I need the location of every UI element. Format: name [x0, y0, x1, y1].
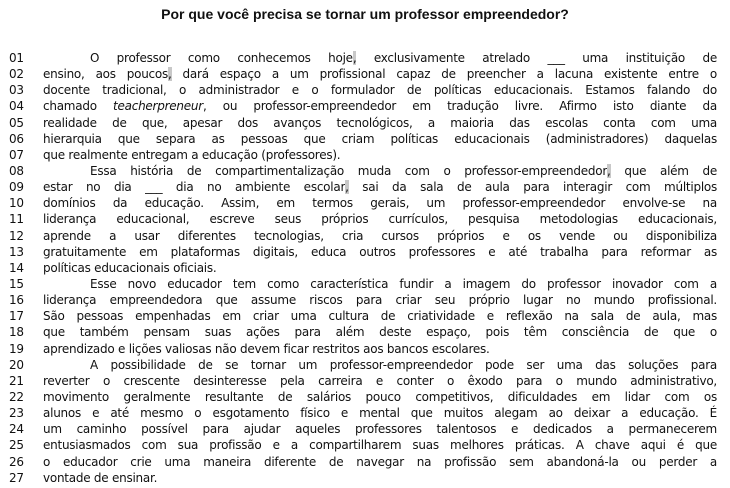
line-number: 16	[9, 293, 24, 308]
line-number: 09	[9, 180, 24, 195]
line-text	[43, 341, 717, 357]
text-line	[0, 308, 730, 324]
text-segment: hierarquia que separa as pessoas que criam políticas educacionais (administradores) daquelas	[43, 131, 717, 146]
line-number: 06	[9, 131, 24, 146]
text-segment: docente tradicional, o administrador e o formulador de políticas educacionais. Estamos falando do	[43, 83, 717, 98]
line-number: 05	[9, 115, 24, 130]
text-line	[0, 276, 730, 292]
text-line	[0, 244, 730, 260]
text-segment: que também pensam suas ações para além deste espaço, pois têm consciência de que o	[43, 325, 717, 340]
text-segment: o educador crie uma maneira diferente de navegar na profissão sem abandoná-la ou perder a	[43, 454, 717, 469]
line-text	[43, 115, 717, 131]
text-line	[0, 373, 730, 389]
line-number: 17	[9, 309, 24, 324]
text-segment: políticas educacionais oficiais.	[43, 260, 217, 275]
line-number: 12	[9, 228, 24, 243]
line-text	[43, 405, 717, 421]
text-segment: aprendizado e lições valiosas não devem ficar restritos aos bancos escolares.	[43, 341, 490, 356]
line-text	[43, 389, 717, 405]
line-number: 04	[9, 99, 24, 114]
text-segment: vontade de ensinar.	[43, 470, 158, 485]
line-number: 24	[9, 422, 24, 437]
text-line	[0, 357, 730, 373]
line-text	[43, 292, 717, 308]
text-segment: ensino, aos poucos	[43, 67, 168, 82]
line-number: 02	[9, 67, 24, 82]
text-line	[0, 82, 730, 98]
text-segment: Esse novo educador tem como característica fundir a imagem do professor inovador com a	[90, 276, 717, 291]
text-segment: reverter o crescente desinteresse pela carreira e conter o êxodo para o mundo administrativo,	[43, 373, 717, 388]
text-segment: domínios da educação. Assim, em termos gerais, um professor-empreendedor envolve-se na	[43, 196, 717, 211]
text-segment: dará espaço a um profissional capaz de preencher a lacuna existente entre o	[171, 67, 717, 82]
text-line	[0, 421, 730, 437]
text-segment: , ou professor-empreendedor em tradução livre. Afirmo isto diante da	[202, 99, 717, 114]
text-line	[0, 470, 730, 486]
text-segment: estar no dia ___ dia no ambiente escolar	[43, 180, 346, 195]
text-line	[0, 66, 730, 82]
line-text	[43, 147, 717, 163]
text-line	[0, 98, 730, 114]
text-line	[0, 131, 730, 147]
text-segment: aprende a usar diferentes tecnologias, cria cursos próprios e os vende ou disponibiliza	[43, 228, 717, 243]
line-text	[90, 276, 717, 292]
line-number: 08	[9, 163, 24, 178]
line-text	[43, 179, 717, 195]
line-number: 13	[9, 244, 24, 259]
line-number: 20	[9, 357, 24, 372]
line-number: 25	[9, 438, 24, 453]
text-line	[0, 147, 730, 163]
line-text	[43, 437, 717, 453]
italic-term: teacherpreneur	[113, 99, 203, 114]
text-segment: gratuitamente em plataformas digitais, educa outros professores e até trabalha para reformar as	[43, 244, 717, 259]
text-line	[0, 195, 730, 211]
text-segment: alunos e até mesmo o esgotamento físico e mental que muitos alegam ao deixar a educação. É	[43, 406, 717, 421]
line-number: 26	[9, 454, 24, 469]
line-text	[90, 163, 717, 179]
line-text	[90, 50, 717, 66]
line-text	[43, 195, 717, 211]
text-segment: que realmente entregam a educação (professores).	[43, 147, 341, 162]
line-number: 18	[9, 325, 24, 340]
line-text	[43, 82, 717, 98]
line-text	[90, 357, 717, 373]
line-number: 10	[9, 196, 24, 211]
line-number: 21	[9, 373, 24, 388]
line-text	[43, 66, 717, 82]
document-body	[0, 50, 730, 486]
line-number: 22	[9, 389, 24, 404]
text-line	[0, 50, 730, 66]
text-line	[0, 389, 730, 405]
text-line	[0, 405, 730, 421]
line-text	[43, 260, 717, 276]
text-segment: São pessoas empenhadas em criar uma cultura de criatividade e reflexão na sala de aula, mas	[43, 309, 717, 324]
line-text	[43, 454, 717, 470]
text-line	[0, 341, 730, 357]
text-segment: O professor como conhecemos hoje	[90, 51, 353, 65]
text-line	[0, 324, 730, 340]
line-text	[43, 244, 717, 260]
highlighted-comma: ,	[345, 180, 349, 195]
text-segment: movimento geralmente resultante de salários pouco competitivos, dificuldades em lidar com os	[43, 389, 717, 404]
line-text	[43, 98, 717, 114]
highlighted-comma: ,	[352, 51, 357, 65]
line-number: 01	[9, 51, 24, 65]
line-number: 27	[9, 470, 24, 485]
line-text	[43, 373, 717, 389]
line-text	[43, 211, 717, 227]
highlighted-comma: ,	[607, 163, 611, 178]
text-line	[0, 292, 730, 308]
text-segment: A possibilidade de se tornar um professor-empreendedor pode ser uma das soluções para	[90, 357, 717, 372]
text-segment: sai da sala de aula para interagir com múltiplos	[348, 180, 717, 195]
document-title: Por que você precisa se tornar um professor empreendedor?	[161, 6, 569, 22]
line-number: 14	[9, 260, 24, 275]
text-segment: um caminho possível para ajudar aqueles professores talentosos e dedicados a permanecerem	[43, 422, 717, 437]
text-line	[0, 211, 730, 227]
line-text	[43, 228, 717, 244]
text-line	[0, 454, 730, 470]
line-text	[43, 470, 717, 486]
line-number: 03	[9, 83, 24, 98]
text-segment: realidade de que, apesar dos avanços tecnológicos, a maioria das escolas conta com uma	[43, 115, 717, 130]
line-number: 07	[9, 147, 24, 162]
text-segment: liderança educacional, escreve seus próprios currículos, pesquisa metodologias educacionais,	[43, 212, 717, 227]
text-segment: que além de	[610, 163, 718, 178]
text-line	[0, 437, 730, 453]
text-segment: liderança empreendedora que assume riscos para criar seu próprio lugar no mundo profissional.	[43, 293, 717, 308]
text-segment: Essa história de compartimentalização muda com o professor-empreendedor	[90, 163, 608, 178]
line-number: 23	[9, 406, 24, 421]
text-line	[0, 163, 730, 179]
line-text	[43, 421, 717, 437]
line-text	[43, 324, 717, 340]
text-line	[0, 115, 730, 131]
line-text	[43, 131, 717, 147]
highlighted-comma: ,	[168, 67, 172, 82]
line-number: 11	[9, 212, 24, 227]
line-text	[43, 308, 717, 324]
line-number: 19	[9, 341, 24, 356]
text-line	[0, 179, 730, 195]
text-line	[0, 228, 730, 244]
text-segment: chamado	[43, 99, 114, 114]
text-line	[0, 260, 730, 276]
text-segment: exclusivamente atrelado ___ uma instituição de	[356, 51, 717, 65]
text-segment: entusiasmados com sua profissão e a compartilharem suas melhores práticas. A chave aqui é que	[43, 438, 717, 453]
line-number: 15	[9, 276, 24, 291]
